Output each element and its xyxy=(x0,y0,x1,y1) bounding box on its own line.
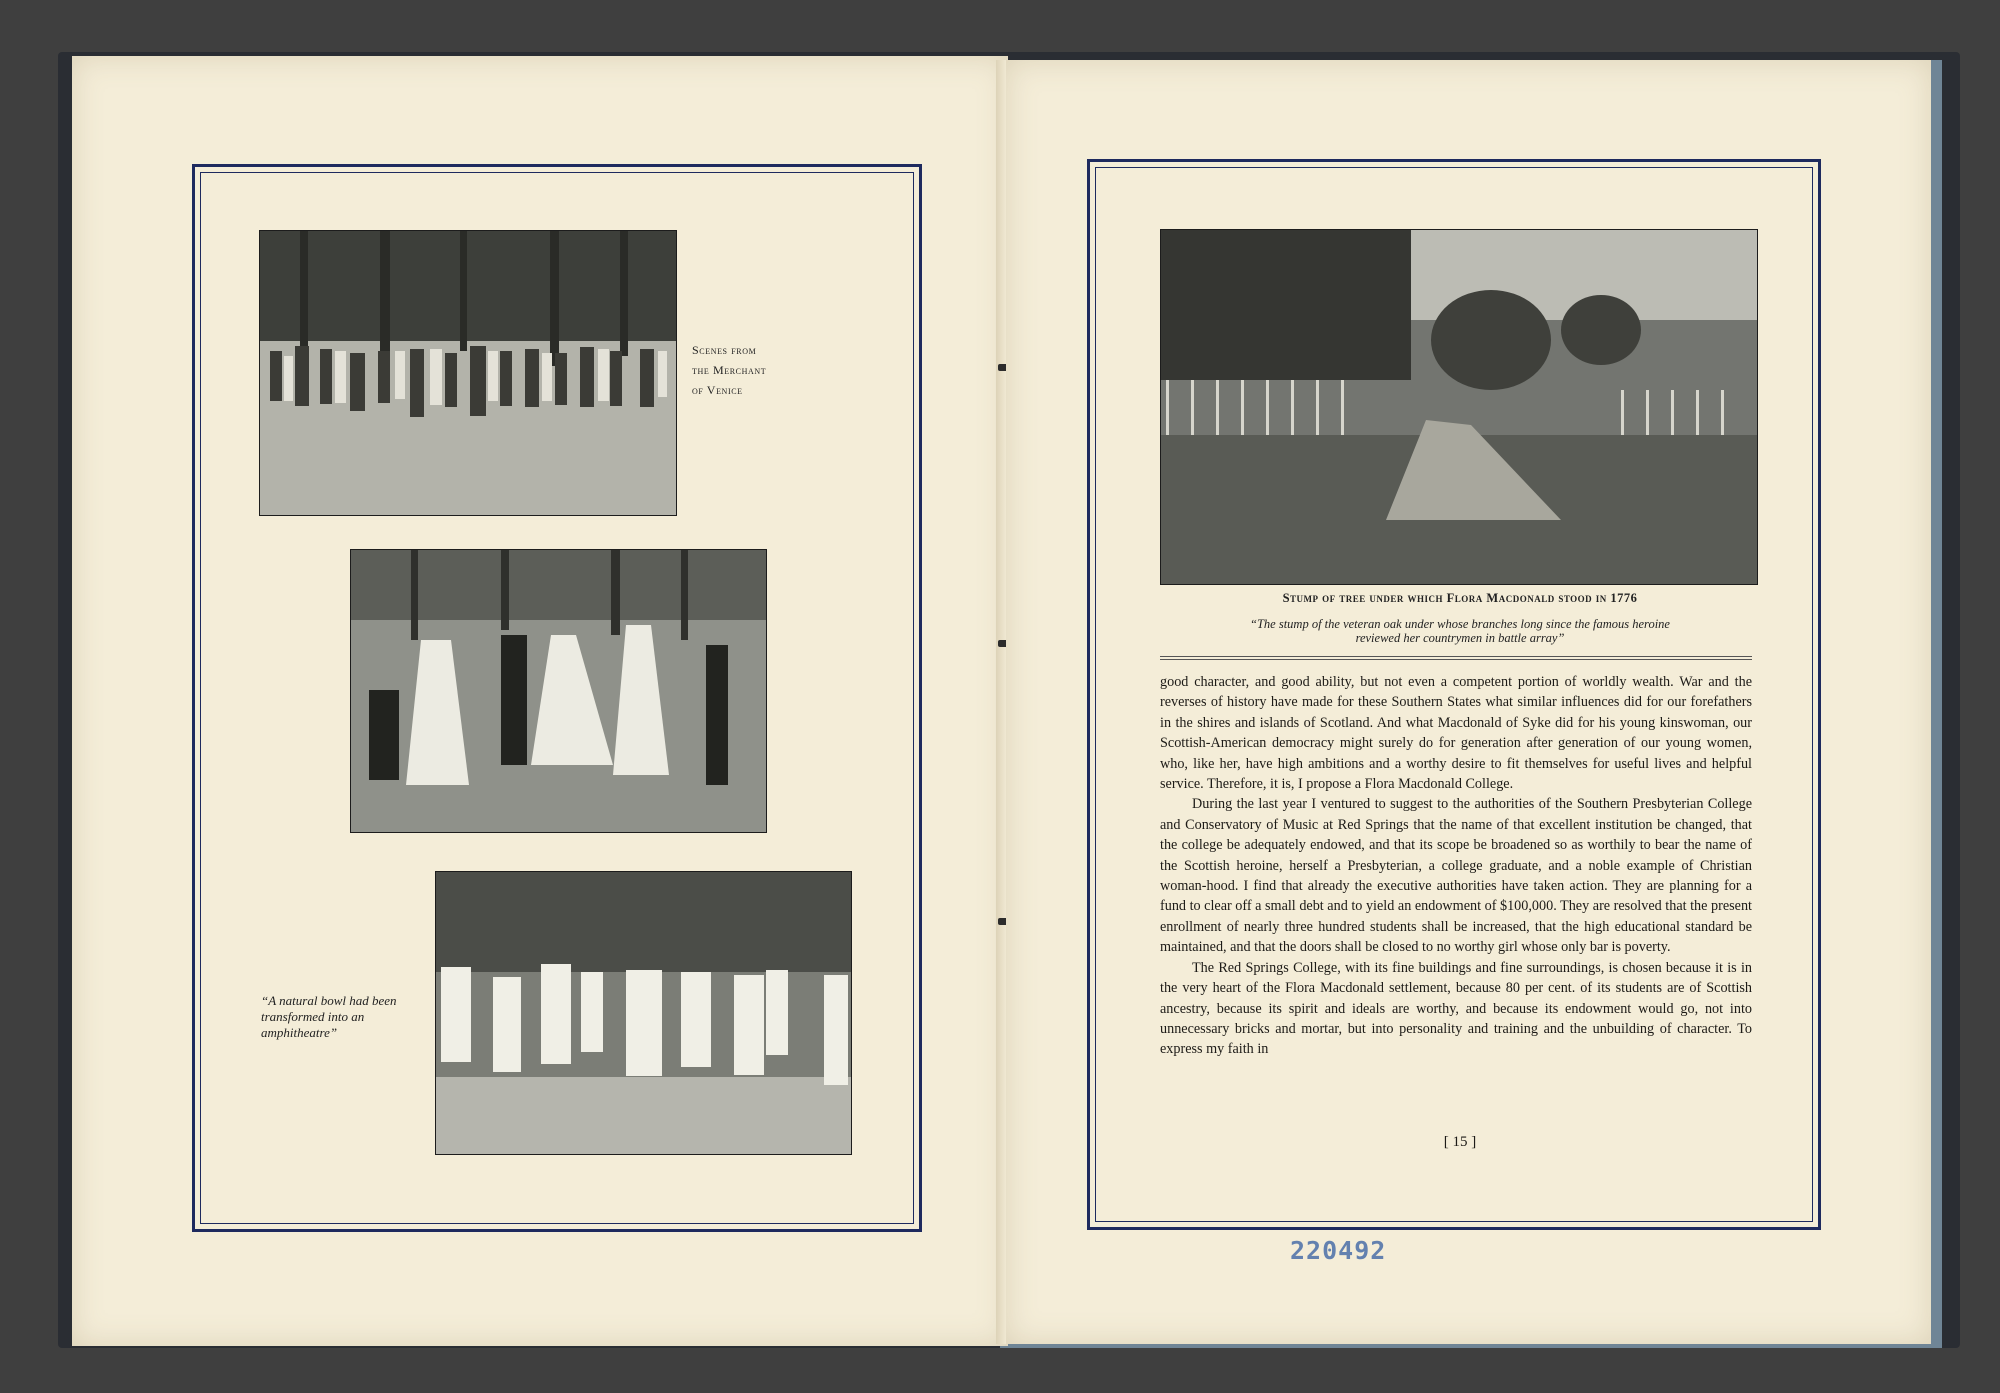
caption-merchant-of-venice: Scenes from the Merchant of Venice xyxy=(692,343,767,397)
paragraph: The Red Springs College, with its fine buildings and fine surroundings, is chosen because it is in the very heart of the Flora Macdonald settlement, because 80 per cent. of its students are of Scottish ancestry, because its spirit and ideals are worthy, and because its endowment would go, not into unnecessary bricks and mortar, but into personality and training and the unbuilding of character. To express my faith in xyxy=(1160,959,1752,1058)
photo-caption-quote: “The stump of the veteran oak under whose branches long since the famous heroine reviewed her countrymen in battle array” xyxy=(1250,617,1670,645)
merchant-of-venice-photo xyxy=(259,230,677,516)
body-text xyxy=(1160,672,1752,1060)
library-stamp-number: 220492 xyxy=(1290,1236,1387,1265)
page-number: [ 15 ] xyxy=(1443,1134,1477,1150)
paragraph: good character, and good ability, but not even a competent portion of worldly wealth. War and the reverses of history have made for these Southern States what similar influences did for our forefathers in the shires and islands of Scotland. And what Macdonald of Syke did for his young kinswoman, our Scottish-American democracy might surely do for generation after generation of our young women, who, like her, have high ambitions and a worthy desire to fit themselves for useful lives and helpful service. Therefore, it is, I propose a Flora Macdonald College. xyxy=(1160,674,1752,793)
caption-natural-bowl: “A natural bowl had been transformed into an amphitheatre” xyxy=(261,993,397,1040)
amphitheatre-dancers-photo xyxy=(435,871,852,1155)
paragraph: During the last year I ventured to suggest to the authorities of the Southern Presbyterian College and Conservatory of Music at Red Springs that the name of that excellent institution be changed, that the college be adequately endowed, and that its scope be broadened so as worthily to bear the name of the Scottish heroine, herself a Presbyterian, a college graduate, and a noble example of Christian woman-hood. I find that already the executive authorities have taken action. They are planning for a fund to clear off a small debt and to yield an endowment of $100,000. They are resolved that the present enrollment of nearly three hundred students shall be increased, that the high educational standard be maintained, and that the doors shall be closed to no worthy girl whose only bar is poverty. xyxy=(1160,796,1752,956)
caption-rule xyxy=(1160,659,1752,660)
costumed-players-photo xyxy=(350,549,767,833)
photo-caption-title: Stump of tree under which Flora Macdonald stood in 1776 xyxy=(1282,591,1638,605)
tree-stump-photo xyxy=(1160,229,1758,585)
caption-rule xyxy=(1160,656,1752,657)
